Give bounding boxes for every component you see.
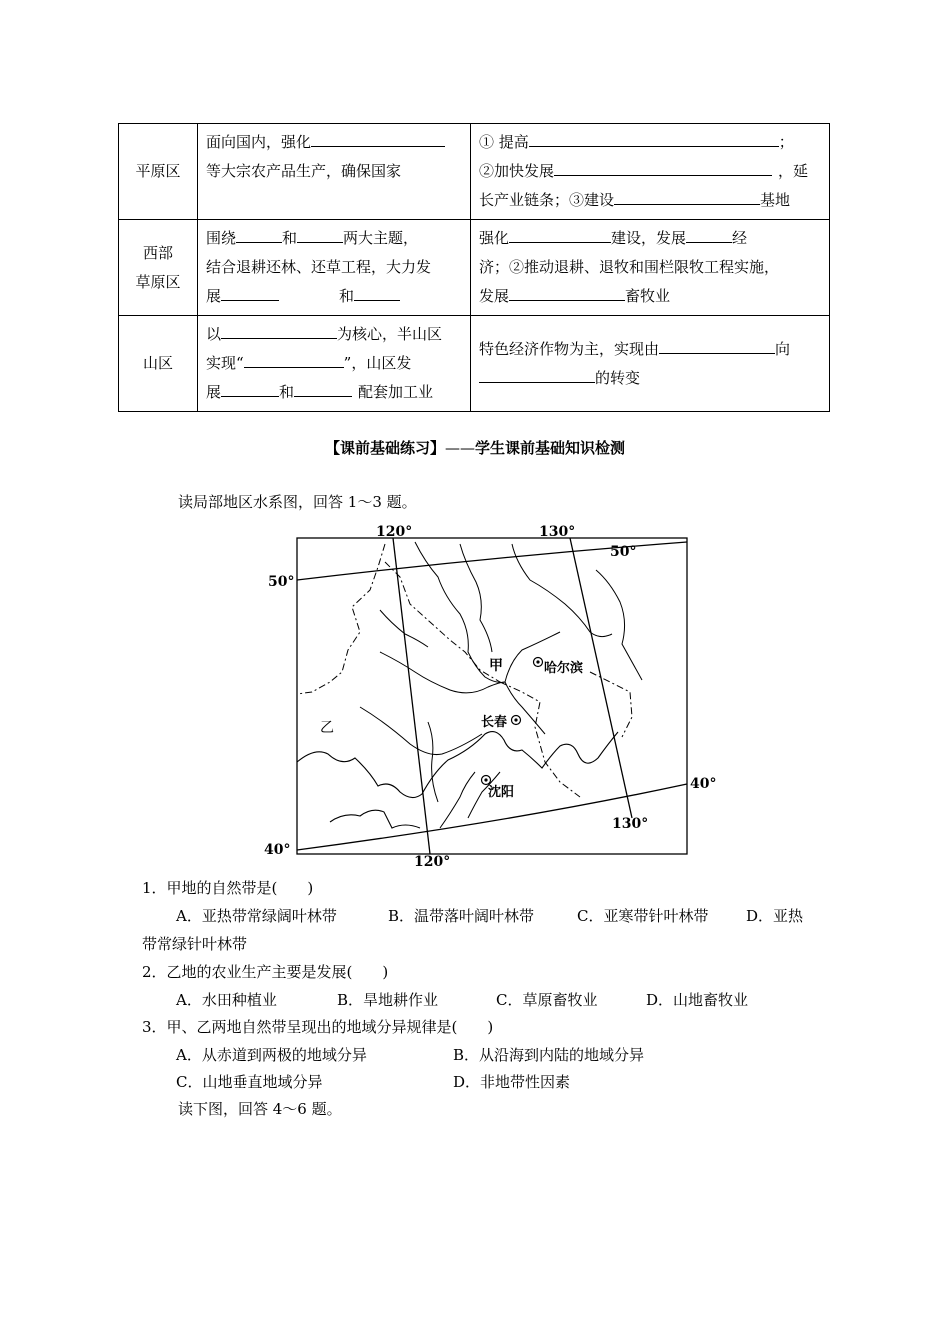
label-yi: 乙	[320, 720, 334, 736]
fill-blank	[529, 128, 779, 147]
measure-cell	[471, 316, 830, 412]
cell-text: 实现“	[206, 354, 244, 372]
measure-cell	[198, 220, 471, 316]
measure-cell	[198, 124, 471, 220]
coastline	[297, 732, 618, 828]
region-text: 草原区	[135, 272, 181, 291]
cell-text: ”，山区发	[343, 354, 412, 372]
q2-option-b: B．旱地耕作业	[337, 991, 439, 1009]
q1-option-b: B．温带落叶阔叶林带	[388, 907, 535, 925]
fill-blank	[236, 224, 282, 243]
q1-option-c: C．亚寒带针叶林带	[577, 907, 709, 925]
fill-blank	[297, 224, 343, 243]
cell-text: 基地	[760, 191, 791, 209]
cell-text: 结合退耕还林、还草工程，大力发	[206, 258, 432, 276]
cell-text: 强化	[479, 229, 510, 247]
fill-blank	[221, 320, 337, 339]
measure-cell	[471, 220, 830, 316]
question-3-stem: 3．甲、乙两地自然带呈现出的地域分异规律是( )	[142, 1018, 494, 1036]
map-frame	[297, 538, 687, 854]
cell-text: 以	[206, 325, 222, 343]
cell-text: 长产业链条；③建设	[479, 191, 615, 209]
cell-text: 济；②推动退耕、退牧和围栏限牧工程实施，	[479, 258, 780, 276]
section-dash: ——	[445, 439, 475, 457]
measure-cell	[471, 124, 830, 220]
cell-text: 畜牧业	[625, 287, 671, 305]
fill-blank	[659, 335, 775, 354]
map-intro: 读局部地区水系图，回答 1～3 题。	[178, 493, 417, 511]
label-shenyang: 沈阳	[488, 785, 515, 800]
q1-option-a: A．亚热带常绿阔叶林带	[176, 907, 337, 925]
cell-text: 为核心，半山区	[337, 325, 443, 343]
label-120-bottom: 120°	[414, 854, 451, 868]
fill-blank	[244, 349, 344, 368]
region-text: 西部	[142, 243, 173, 262]
fill-blank	[554, 157, 772, 176]
q3-option-c: C．山地垂直地域分异	[176, 1073, 323, 1091]
cell-text: 配套加工业	[358, 383, 434, 401]
cell-text: ；	[778, 133, 794, 151]
section-subtitle: 学生课前基础知识检测	[475, 439, 626, 457]
cell-text: 和	[279, 383, 295, 401]
fill-blank	[221, 282, 279, 301]
fill-blank	[614, 186, 760, 205]
label-130-bottom: 130°	[612, 816, 649, 832]
label-jia: 甲	[489, 658, 503, 674]
label-harbin: 哈尔滨	[544, 661, 584, 676]
table-row	[119, 124, 830, 220]
fill-blank	[311, 128, 445, 147]
label-40-right: 40°	[690, 776, 717, 792]
fill-blank	[221, 378, 279, 397]
question-1-stem: 1．甲地的自然带是( )	[142, 879, 314, 897]
label-50-left: 50°	[268, 574, 295, 590]
table-row	[119, 220, 830, 316]
next-intro: 读下图，回答 4～6 题。	[178, 1100, 342, 1118]
label-40-left: 40°	[264, 842, 291, 858]
cell-text: 面向国内，强化	[206, 133, 312, 151]
cell-text: 围绕	[206, 229, 237, 247]
cell-text: ，延	[778, 162, 809, 180]
label-changchun: 长春	[481, 715, 508, 730]
fill-blank	[354, 282, 400, 301]
cell-text: 展	[206, 287, 222, 305]
cell-text: 等大宗农产品生产，确保国家	[206, 162, 402, 180]
river-system-map	[260, 522, 720, 868]
region-cell: 平原区	[119, 124, 198, 220]
q1-option-d: D．亚热	[746, 907, 804, 925]
table-row	[119, 316, 830, 412]
cell-text: 经	[732, 229, 748, 247]
cell-text: 的转变	[595, 368, 641, 387]
question-2-stem: 2．乙地的农业生产主要是发展( )	[142, 963, 389, 981]
section-title: 【课前基础练习】	[324, 439, 445, 457]
measure-cell	[198, 316, 471, 412]
meridian-120-line	[393, 538, 430, 854]
q3-option-b: B．从沿海到内陆的地域分异	[453, 1046, 645, 1064]
q3-option-d: D．非地带性因素	[453, 1073, 571, 1091]
region-cell: 山区	[119, 316, 198, 412]
fill-blank	[509, 282, 625, 301]
cell-text: 向	[775, 339, 791, 358]
label-130-top: 130°	[539, 524, 576, 540]
cell-text: 和	[339, 287, 355, 305]
fill-blank	[509, 224, 611, 243]
q3-option-a: A．从赤道到两极的地域分异	[176, 1046, 367, 1064]
cell-text: 两大主题，	[343, 229, 419, 247]
region-cell	[119, 220, 198, 316]
fill-blank	[686, 224, 732, 243]
fill-blank	[294, 378, 352, 397]
q1-option-d-continued: 带常绿针叶林带	[142, 935, 248, 953]
label-50-right: 50°	[610, 544, 637, 560]
review-table	[118, 123, 830, 412]
cell-text: ① 提高	[479, 133, 529, 151]
cell-text: 建设，发展	[611, 229, 687, 247]
cell-text: 展	[206, 383, 222, 401]
cell-text: ②加快发展	[479, 162, 555, 180]
section-heading	[0, 437, 950, 458]
cell-text: 和	[282, 229, 298, 247]
q2-option-a: A．水田种植业	[176, 991, 277, 1009]
label-120-top: 120°	[376, 524, 413, 540]
cell-text: 发展	[479, 287, 510, 305]
meridian-130-line	[570, 538, 632, 818]
q2-option-c: C．草原畜牧业	[496, 991, 598, 1009]
cell-text: 特色经济作物为主，实现由	[479, 339, 660, 358]
q2-option-d: D．山地畜牧业	[646, 991, 749, 1009]
fill-blank	[479, 364, 595, 383]
